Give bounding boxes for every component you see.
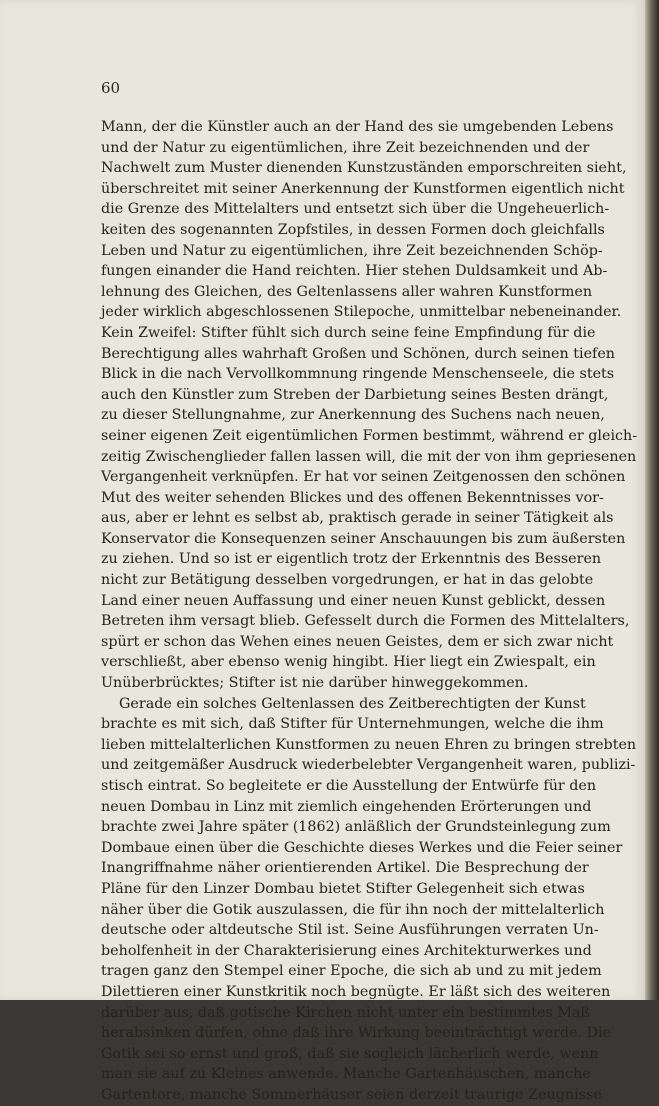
text-line: Berechtigung alles wahrhaft Großen und Schönen, durch seinen tiefen [101, 345, 615, 362]
text-line: verschließt, aber ebenso wenig hingibt. Hier liegt ein Zwiespalt, ein [101, 654, 596, 671]
paragraph-1 [101, 117, 638, 694]
text-line: jeder wirklich abgeschlossenen Stilepoche, unmittelbar nebeneinander. [101, 304, 622, 321]
text-line: fungen einander die Hand reichten. Hier stehen Duldsamkeit und Ab- [101, 263, 608, 280]
text-line: brachte zwei Jahre später (1862) anläßlich der Grundsteinlegung zum [101, 819, 611, 836]
text-line: herabsinken dürfen, ohne daß ihre Wirkung beeinträchtigt werde. Die [101, 1025, 612, 1042]
text-line: darüber aus, daß gotische Kirchen nicht unter ein bestimmtes Maß [101, 1004, 591, 1021]
text-line: neuen Dombau in Linz mit ziemlich eingehenden Erörterungen und [101, 798, 592, 815]
text-line: lehnung des Gleichen, des Geltenlassens aller wahren Kunstformen [101, 283, 593, 300]
text-line: näher über die Gotik auszulassen, die für ihn noch der mittelalterlich [101, 901, 605, 918]
text-line: die Grenze des Mittelalters und entsetzt sich über die Ungeheuerlich- [101, 201, 610, 218]
text-line: Dilettieren einer Kunstkritik noch begnügte. Er läßt sich des weiteren [101, 983, 611, 1000]
text-line: stisch eintrat. So begleitete er die Ausstellung der Entwürfe für den [101, 778, 597, 794]
text-line: und zeitgemäßer Ausdruck wiederbelebter Vergangenheit waren, publizi- [101, 757, 636, 774]
text-line: überschreitet mit seiner Anerkennung der Kunstformen eigentlich nicht [101, 180, 625, 197]
text-line: Vergangenheit verknüpfen. Er hat vor seinen Zeitgenossen den schönen [101, 469, 626, 486]
text-line: Blick in die nach Vervollkommnung ringende Menschenseele, die stets [101, 366, 615, 383]
text-line: tragen ganz den Stempel einer Epoche, die sich ab und zu mit jedem [101, 963, 602, 980]
text-line: seiner eigenen Zeit eigentümlichen Formen bestimmt, während er gleich- [101, 427, 638, 444]
text-line: Leben und Natur zu eigentümlichen, ihre Zeit bezeichnenden Schöp- [101, 242, 603, 259]
text-line: Konservator die Konsequenzen seiner Anschauungen bis zum äußersten [101, 530, 626, 547]
text-line: beholfenheit in der Charakterisierung eines Architekturwerkes und [101, 942, 592, 959]
text-line: man sie auf zu Kleines anwende. Manche Gartenhäuschen, manche [101, 1066, 591, 1083]
text-line: Gartentore, manche Sommerhäuser seien derzeit traurige Zeugnisse [101, 1086, 602, 1103]
text-line: brachte es mit sich, daß Stifter für Unternehmungen, welche die ihm [101, 716, 604, 733]
text-line: zeitig Zwischenglieder fallen lassen will, die mit der von ihm gepriesenen [101, 448, 637, 465]
text-line: Gotik sei so ernst und groß, daß sie sogleich lächerlich werde, wenn [101, 1045, 599, 1062]
scan-edge [645, 0, 659, 1000]
text-line: Nachwelt zum Muster dienenden Kunstzuständen emporschreiten sieht, [101, 160, 627, 177]
text-line: und der Natur zu eigentümlichen, ihre Zeit bezeichnenden und der [101, 139, 590, 156]
text-line: lieben mittelalterlichen Kunstformen zu neuen Ehren zu bringen strebten [101, 736, 637, 753]
paragraph-2 [101, 694, 637, 1106]
text-line: Mann, der die Künstler auch an der Hand des sie umgebenden Lebens [101, 119, 614, 135]
text-line: deutsche oder altdeutsche Stil ist. Seine Ausführungen verraten Un- [101, 922, 599, 939]
page-number: 60 [101, 79, 121, 97]
text-line: Dombaue einen über die Geschichte dieses Werkes und die Feier seiner [101, 839, 623, 856]
text-line: aus, aber er lehnt es selbst ab, praktisch gerade in seiner Tätigkeit als [101, 510, 614, 527]
text-line: auch den Künstler zum Streben der Darbietung seines Besten drängt, [101, 386, 609, 403]
text-line: Pläne für den Linzer Dombau bietet Stifter Gelegenheit sich etwas [101, 880, 585, 897]
text-line: Inangriffnahme näher orientierenden Artikel. Die Besprechung der [101, 860, 589, 877]
text-line: nicht zur Betätigung desselben vorgedrungen, er hat in das gelobte [101, 572, 594, 589]
text-line: Betreten ihm versagt blieb. Gefesselt durch die Formen des Mittelalters, [101, 613, 630, 630]
text-line: spürt er schon das Wehen eines neuen Geistes, dem er sich zwar nicht [101, 633, 614, 650]
text-line: zu ziehen. Und so ist er eigentlich trotz der Erkenntnis des Besseren [101, 551, 602, 568]
text-line: zu dieser Stellungnahme, zur Anerkennung des Suchens nach neuen, [101, 407, 605, 424]
body-text [101, 117, 638, 1106]
text-line: Land einer neuen Auffassung und einer neuen Kunst geblickt, dessen [101, 592, 606, 609]
text-line: Unüberbrücktes; Stifter ist nie darüber hinweggekommen. [101, 675, 529, 692]
text-line: Kein Zweifel: Stifter fühlt sich durch seine feine Empfindung für die [101, 324, 596, 341]
text-line: Gerade ein solches Geltenlassen des Zeitberechtigten der Kunst [119, 695, 586, 712]
text-line: keiten des sogenannten Zopfstiles, in dessen Formen doch gleichfalls [101, 221, 605, 238]
text-line: Mut des weiter sehenden Blickes und des offenen Bekenntnisses vor- [101, 489, 604, 506]
